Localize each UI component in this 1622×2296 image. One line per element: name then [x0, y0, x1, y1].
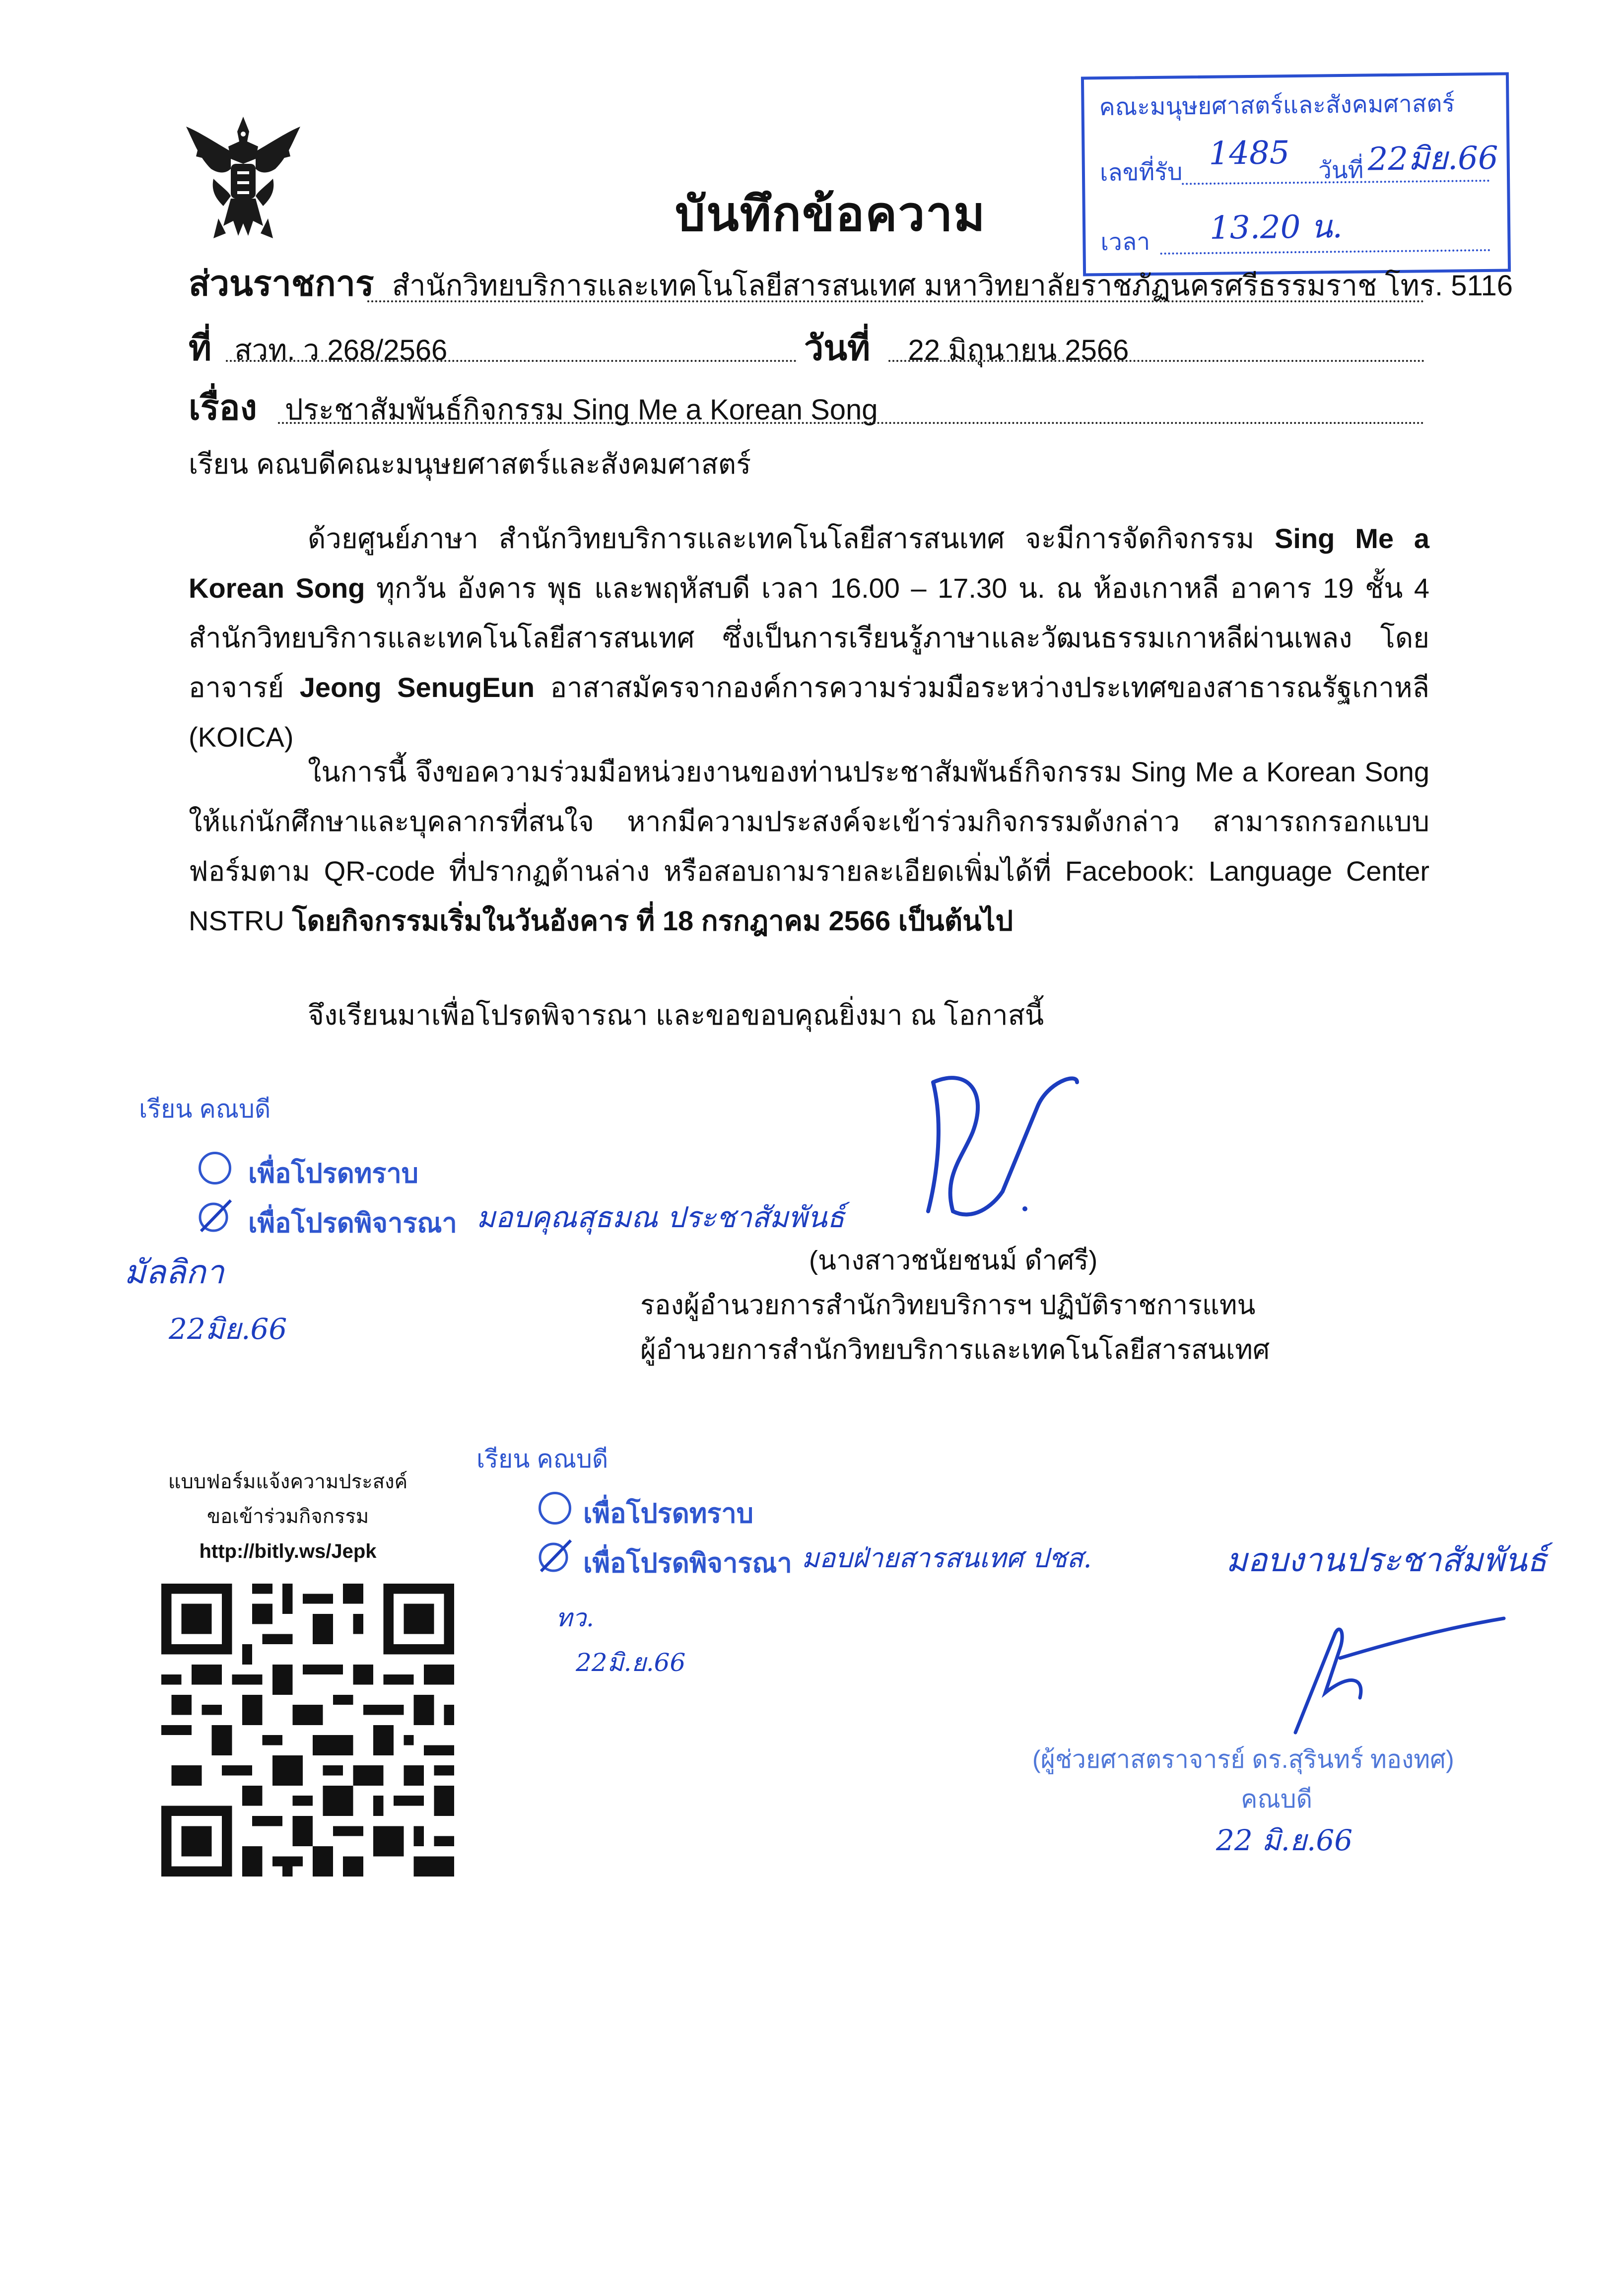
- closing-line: จึงเรียนมาเพื่อโปรดพิจารณา และขอขอบคุณยิ่งมา ณ โอกาสนี้: [308, 999, 1044, 1031]
- routing2-check2-icon: [536, 1536, 576, 1576]
- p1-text-e: อาสาสมัครจากองค์การความร่วมมือระหว่างประเทศของสาธารณรัฐเกาหลี (KOICA): [189, 672, 1429, 753]
- routing1-note: มอบคุณสุธมณ ประชาสัมพันธ์: [476, 1200, 845, 1234]
- p1-text-c: ทุกวัน อังคาร พุธ และพฤหัสบดี เวลา 16.00 – 17.30 น. ณ ห้องเกาหลี อาคาร 19 ชั้น 4 สำนักวิทยบริการและเทคโนโลยีสารสนเทศ ซึ่งเป็นการเรียนรู้ภาษาและวัฒนธรรมเกาหลีผ่านเพลง โดยอาจารย์: [189, 572, 1430, 703]
- subject-label: เรื่อง: [189, 388, 257, 427]
- routing2-check1-icon: [539, 1492, 571, 1525]
- ref-row: [189, 320, 447, 375]
- garuda-emblem-icon: [184, 112, 303, 241]
- subject-value: ประชาสัมพันธ์กิจกรรม Sing Me a Korean Song: [284, 394, 878, 426]
- dept-label: ส่วนราชการ: [189, 264, 374, 303]
- routing1-to: เรียน คณบดี: [139, 1095, 271, 1123]
- p1-event-name: Sing Me a Korean Song: [189, 523, 1429, 604]
- stamp-time-value: 13.20 น.: [1209, 209, 1343, 247]
- routing2-opt1: เพื่อโปรดทราบ: [583, 1499, 754, 1529]
- ref-label: ที่: [189, 329, 212, 367]
- routing2-date: 22มิ.ย.66: [576, 1648, 686, 1677]
- dean-title: คณบดี: [1241, 1785, 1313, 1813]
- p1-text-a: ด้วยศูนย์ภาษา สำนักวิทยบริการและเทคโนโลยีสารสนเทศ จะมีการจัดกิจกรรม: [308, 523, 1275, 554]
- signer-signature-drawing: [913, 1062, 1102, 1241]
- signer-name: (นางสาวชนัยชนม์ ดำศรี): [809, 1246, 1098, 1275]
- routing1-sign-name: มัลลิกา: [124, 1253, 224, 1291]
- qr-code-icon[interactable]: [161, 1584, 454, 1877]
- routing2-to: เรียน คณบดี: [476, 1445, 608, 1473]
- memo-title: บันทึกข้อความ: [675, 188, 986, 241]
- stamp-recv-no-label: เลขที่รับ: [1099, 159, 1183, 187]
- routing2-note2: ทว.: [556, 1603, 594, 1632]
- p2-start-date: โดยกิจกรรมเริ่มในวันอังคาร ที่ 18 กรกฎาคม 2566 เป็นต้นไป: [292, 905, 1014, 936]
- stamp-recv-no-value: 1485: [1209, 135, 1290, 172]
- routing2-opt2: เพื่อโปรดพิจารณา: [583, 1548, 792, 1578]
- p2-text-a: ในการนี้ จึงขอความร่วมมือหน่วยงานของท่านประชาสัมพันธ์กิจกรรม Sing Me a Korean Song ให้แก่นักศึกษาและบุคลากรที่สนใจ หากมีความประสงค์จะเข้าร่วมกิจกรรมดังกล่าว สามารถกรอกแบบฟอร์มตาม QR-code ที่ปรากฏด้านล่าง หรือสอบถามรายละเอียดเพิ่มได้ที่ Facebook: Language Center NSTRU: [189, 756, 1429, 936]
- dean-date: 22 มิ.ย.66: [1216, 1823, 1353, 1857]
- date-label: วันที่: [804, 329, 871, 367]
- routing1-check2-icon: [196, 1196, 236, 1236]
- routing2-note: มอบฝ่ายสารสนเทศ ปชส.: [802, 1542, 1092, 1574]
- paragraph-2: [189, 747, 1429, 946]
- signer-position-2: ผู้อำนวยการสำนักวิทยบริการและเทคโนโลยีสารสนเทศ: [640, 1335, 1270, 1365]
- stamp-time-label: เวลา: [1100, 229, 1150, 256]
- p1-teacher-name: Jeong SenugEun: [299, 672, 535, 703]
- paragraph-1: [189, 514, 1429, 762]
- dept-value: สำนักวิทยบริการและเทคโนโลยีสารสนเทศ มหาวิทยาลัยราชภัฏนครศรีธรรมราช โทร. 5116: [392, 270, 1513, 302]
- signer-position-1: รองผู้อำนวยการสำนักวิทยบริการฯ ปฏิบัติราชการแทน: [640, 1290, 1256, 1320]
- qr-caption-2: ขอเข้าร่วมกิจกรรม: [206, 1506, 369, 1528]
- qr-url: http://bitly.ws/Jepk: [199, 1540, 377, 1562]
- to-line: เรียน คณบดีคณะมนุษยศาสตร์และสังคมศาสตร์: [189, 448, 751, 480]
- date-value: 22 มิถุนายน 2566: [908, 334, 1129, 366]
- stamp-date-value: 22มิย.66: [1367, 139, 1498, 178]
- dept-row: [189, 256, 1513, 311]
- stamp-faculty: คณะมนุษยศาสตร์และสังคมศาสตร์: [1099, 90, 1455, 121]
- dean-name: (ผู้ช่วยศาสตราจารย์ ดร.สุรินทร์ ทองทศ): [1032, 1745, 1454, 1773]
- subject-row: [189, 380, 878, 435]
- dean-signature-drawing: [1281, 1603, 1519, 1742]
- date-row: [804, 320, 1129, 375]
- qr-caption-1: แบบฟอร์มแจ้งความประสงค์: [168, 1471, 408, 1493]
- routing1-opt2: เพื่อโปรดพิจารณา: [248, 1208, 457, 1238]
- routing1-sign-date: 22มิย.66: [169, 1312, 287, 1346]
- routing1-check1-icon: [199, 1152, 231, 1184]
- stamp-date-label: วันที่: [1318, 157, 1364, 184]
- routing1-opt1: เพื่อโปรดทราบ: [248, 1159, 419, 1188]
- receive-stamp: [1081, 72, 1511, 276]
- dean-note: มอบงานประชาสัมพันธ์: [1226, 1541, 1547, 1579]
- ref-value: สวท. ว 268/2566: [234, 334, 448, 366]
